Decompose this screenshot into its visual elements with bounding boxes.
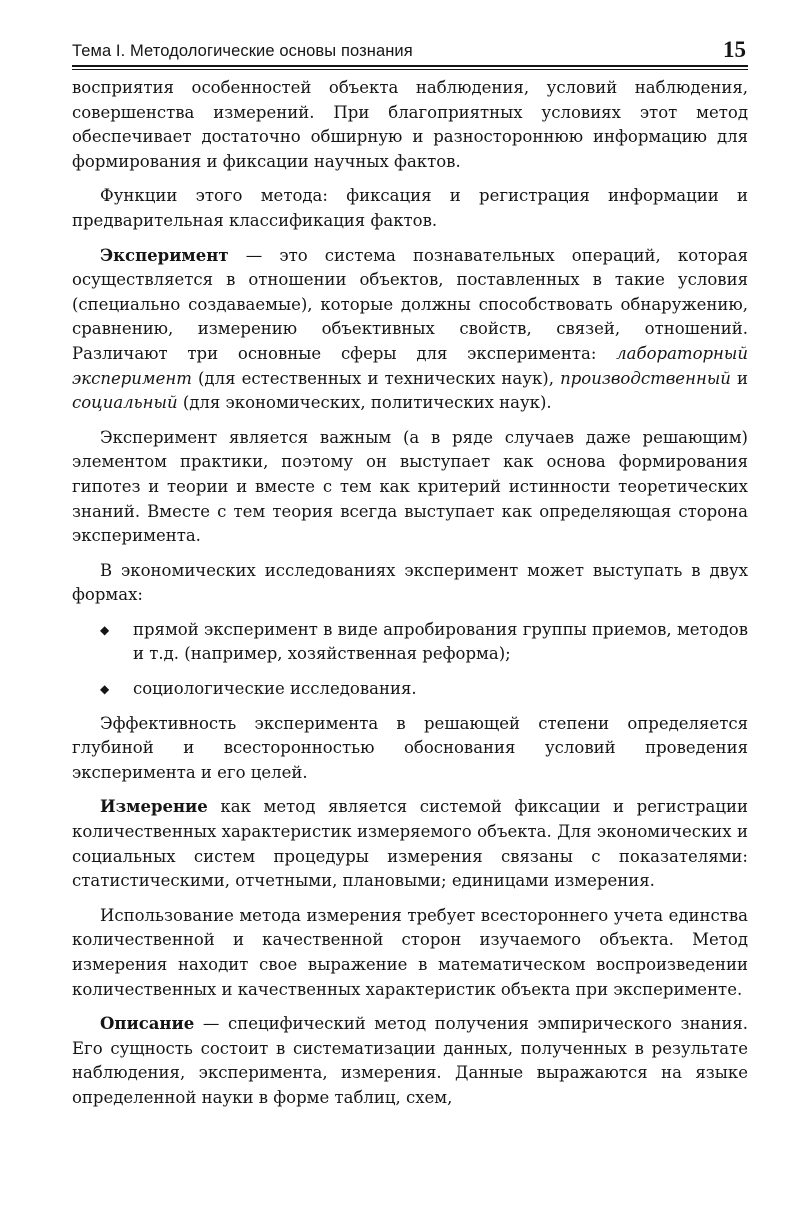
experiment-text-1: — это система познавательных операций, которая осуществляется в отношении объектов, поставленных в такие условия (специально создаваемые), которые должны способствовать обнаружению, сравнению, измерению объективных свойств, связей, отношений. Различают три основные сферы для эксперимента: — [72, 245, 748, 363]
paragraph-economic-forms: В экономических исследованиях эксперимент может выступать в двух формах: — [72, 560, 748, 605]
emphasis-social: социальный — [72, 393, 178, 413]
list-item — [72, 618, 748, 667]
emphasis-lab-experiment: лабораторный эксперимент — [72, 343, 748, 388]
paragraph-description — [72, 1012, 748, 1110]
paragraph-functions: Функции этого метода: фиксация и регистрация информации и предварительная классификация фактов. — [72, 186, 748, 230]
emphasis-production: производственный — [560, 368, 731, 388]
paragraph-measurement — [72, 795, 748, 893]
list-item-text: социологические исследования. — [133, 679, 417, 699]
measurement-text: как метод является системой фиксации и регистрации количественных характеристик измеряемого объекта. Для экономических и социальных систем процедуры измерения связаны с показателями: статистическими, отчетными, плановыми; единицами измерения. — [72, 797, 748, 891]
term-experiment: Эксперимент — [100, 245, 229, 265]
term-description: Описание — [100, 1014, 195, 1034]
diamond-bullet-icon: ◆ — [100, 622, 110, 637]
experiment-text-2: (для естественных и технических наук), — [191, 368, 561, 388]
diamond-bullet-icon: ◆ — [100, 682, 110, 697]
bullet-list — [72, 618, 748, 702]
paragraph-effectiveness: Эффективность эксперимента в решающей степени определяется глубиной и всесторонностью обоснования условий проведения эксперимента и его целей. — [72, 713, 748, 782]
paragraph-measurement-use: Использование метода измерения требует всестороннего учета единства количественной и качественной сторон изучаемого объекта. Метод измерения находит свое выражение в математическом воспроизведении количественных и качественных характеристик объекта при эксперименте. — [72, 905, 748, 999]
running-header — [72, 28, 748, 62]
experiment-text-4: (для экономических, политических наук). — [177, 393, 552, 413]
list-item — [72, 677, 748, 702]
body-text — [72, 76, 748, 1111]
paragraph-experiment-role: Эксперимент является важным (а в ряде случаев даже решающим) элементом практики, поэтому он выступает как основа формирования гипотез и теории и вместе с тем как критерий истинности теоретических знаний. Вместе с тем теория всегда выступает как определяющая сторона эксперимента. — [72, 427, 748, 546]
experiment-text-3: и — [730, 368, 749, 388]
term-measurement: Измерение — [100, 797, 208, 817]
list-item-text: прямой эксперимент в виде апробирования группы приемов, методов и т.д. (например, хозяйственная реформа); — [133, 619, 748, 664]
book-page — [72, 28, 748, 1121]
paragraph-continuation: восприятия особенностей объекта наблюдения, условий наблюдения, совершенства измерений. При благоприятных условиях этот метод обеспечивает достаточно обширную и разностороннюю информацию для формирования и фиксации научных фактов. — [72, 78, 748, 171]
header-rule-thick — [72, 65, 748, 67]
description-text: — специфический метод получения эмпирического знания. Его сущность состоит в систематизации данных, полученных в результате наблюдения, эксперимента, измерения. Данные выражаются на языке определенной науки в форме таблиц, схем, — [72, 1014, 748, 1107]
page-number: 15 — [723, 37, 746, 62]
paragraph-experiment-definition — [72, 244, 748, 416]
running-title: Тема I. Методологические основы познания — [72, 42, 413, 60]
header-rule-thin — [72, 69, 748, 70]
